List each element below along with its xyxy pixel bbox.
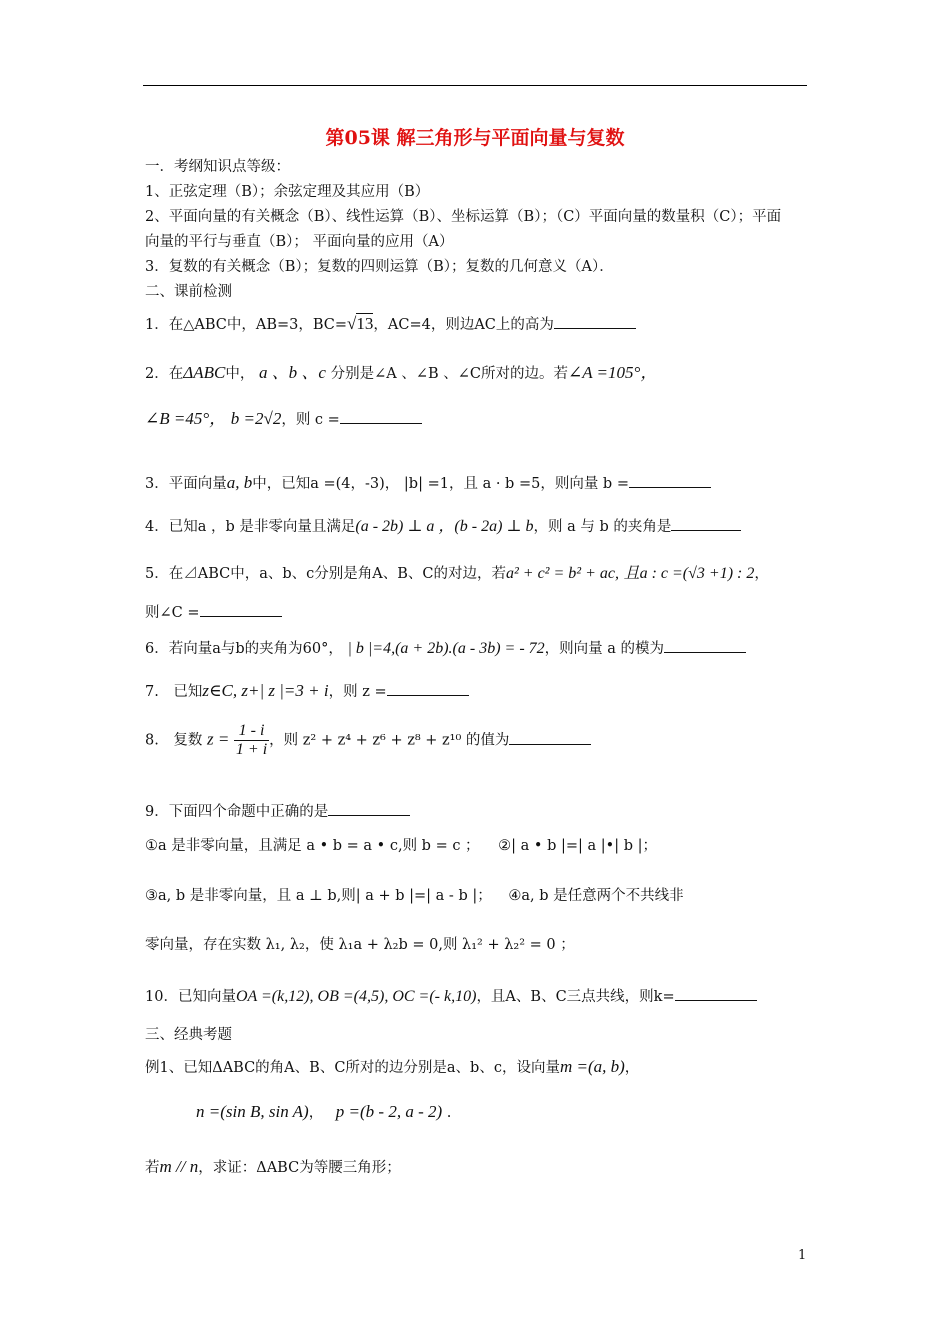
question-2-cont: ∠B =45°， b =2√2，则 c = <box>145 404 422 429</box>
question-10: 10．已知向量OA =(k,12), OB =(4,5), OC =(- k,10)，且A、B、C三点共线，则k= <box>145 985 757 1006</box>
question-2: 2．在ΔABC中， a 、b 、c 分别是∠A 、∠B 、∠C所对的边。若∠A =105°， <box>145 363 658 382</box>
syllabus-line-2: 2、平面向量的有关概念（B）、线性运算（B）、坐标运算（B）；（C）平面向量的数量积（C）；平面 <box>145 209 782 225</box>
syllabus-line-4: 3．复数的有关概念（B）；复数的四则运算（B）；复数的几何意义（A）． <box>145 259 614 275</box>
section-3-heading: 三、经典考题 <box>145 1027 232 1043</box>
question-9-cont: 零向量，存在实数 λ₁, λ₂，使 λ₁a + λ₂b = 0,则 λ₁² + λ₂² = 0 ； <box>145 937 575 953</box>
answer-blank[interactable] <box>664 638 746 653</box>
section-2-heading: 二、课前检测 <box>145 284 232 300</box>
question-9-option-3-4: ③a, b 是非零向量，且 a ⊥ b,则| a + b |=| a - b |； ④a, b 是任意两个不共线非 <box>145 888 684 904</box>
answer-blank[interactable] <box>509 730 591 745</box>
example-1-condition: 若m // n，求证：ΔABC为等腰三角形； <box>145 1157 401 1176</box>
question-3: 3．平面向量a, b中，已知a =(4，-3)， |b| =1，且 a · b =5，则向量 b = <box>145 472 711 493</box>
page-title: 第05课 解三角形与平面向量与复数 <box>325 127 625 149</box>
question-5: 5．在⊿ABC中，a、b、c分别是角A、B、C的对边，若a² + c² = b² + ac, 且a : c =(√3 +1) : 2， <box>145 565 769 582</box>
syllabus-line-3: 向量的平行与垂直（B）； 平面向量的应用（A） <box>145 234 454 250</box>
question-8: 8. 复数 z = $\frac{1 - i}{1 + i}$ ，则 z² + z⁴ + z⁶ + z⁸ + z¹⁰ 的值为 <box>145 722 591 759</box>
answer-blank[interactable] <box>671 516 741 531</box>
question-6: 6．若向量a与b的夹角为60°， | b |=4,(a + 2b).(a - 3b) = - 72，则向量 a 的模为 <box>145 637 746 658</box>
answer-blank[interactable] <box>340 409 422 424</box>
syllabus-line-1: 1、正弦定理（B）；余弦定理及其应用（B） <box>145 184 430 200</box>
fraction: $\frac{1 - i}{1 + i}$ <box>235 722 268 758</box>
answer-blank[interactable] <box>675 986 757 1001</box>
answer-blank[interactable] <box>200 602 282 617</box>
header-rule <box>143 85 807 86</box>
question-1: 1．在△ABC中，AB=3，BC=√13，AC=4，则边AC上的高为 <box>145 313 636 334</box>
question-7: 7. 已知z∈C, z+| z |=3 + i，则 z = <box>145 680 469 701</box>
answer-blank[interactable] <box>328 801 410 816</box>
answer-blank[interactable] <box>554 314 636 329</box>
answer-blank[interactable] <box>629 473 711 488</box>
question-9: 9．下面四个命题中正确的是 <box>145 800 410 821</box>
example-1: 例1、已知ΔABC的角A、B、C所对的边分别是a、b、c，设向量m =(a, b)， <box>145 1057 640 1076</box>
question-4: 4．已知a ，b 是非零向量且满足(a - 2b) ⊥ a ，(b - 2a) ⊥ b，则 a 与 b 的夹角是 <box>145 513 741 536</box>
page-number: 1 <box>798 1248 807 1263</box>
section-1-heading: 一．考纲知识点等级： <box>145 159 290 175</box>
answer-blank[interactable] <box>387 681 469 696</box>
example-1-vectors: n =(sin B, sin A)， p =(b - 2, a - 2) . <box>196 1102 452 1121</box>
question-5-cont: 则∠C = <box>145 601 282 622</box>
question-9-option-1-2: ①a 是非零向量，且满足 a • b = a • c,则 b = c ； ②| a • b |=| a |•| b |； <box>145 838 657 854</box>
